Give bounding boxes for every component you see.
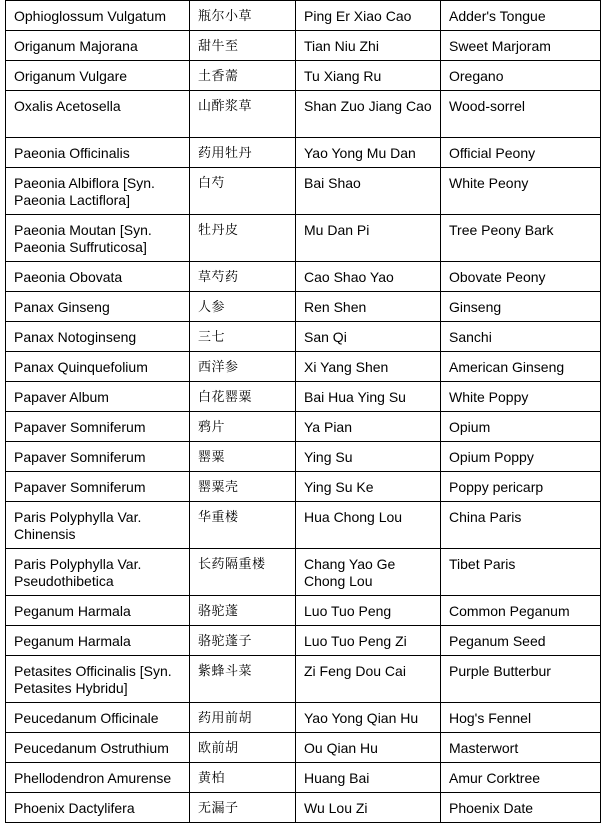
table-row xyxy=(6,262,601,292)
english-name-cell: Tree Peony Bark xyxy=(441,215,601,262)
latin-name-cell: Paeonia Obovata xyxy=(6,262,190,292)
pinyin-name-cell: Ying Su xyxy=(296,442,441,472)
table-row xyxy=(6,31,601,61)
latin-name-cell: Papaver Album xyxy=(6,382,190,412)
chinese-name-cell: 欧前胡 xyxy=(190,733,296,763)
table-row xyxy=(6,138,601,168)
chinese-name-cell: 骆驼蓬子 xyxy=(190,626,296,656)
table-row xyxy=(6,763,601,793)
chinese-name-cell: 长药隔重楼 xyxy=(190,549,296,596)
table-row xyxy=(6,626,601,656)
table-body xyxy=(6,1,601,823)
english-name-cell: Ginseng xyxy=(441,292,601,322)
pinyin-name-cell: Yao Yong Qian Hu xyxy=(296,703,441,733)
latin-name-cell: Origanum Vulgare xyxy=(6,61,190,91)
pinyin-name-cell: Chang Yao Ge Chong Lou xyxy=(296,549,441,596)
chinese-name-cell: 人参 xyxy=(190,292,296,322)
english-name-cell: Hog's Fennel xyxy=(441,703,601,733)
english-name-cell: Official Peony xyxy=(441,138,601,168)
pinyin-name-cell: Cao Shao Yao xyxy=(296,262,441,292)
chinese-name-cell: 鸦片 xyxy=(190,412,296,442)
english-name-cell: Poppy pericarp xyxy=(441,472,601,502)
latin-name-cell: Paris Polyphylla Var. Pseudothibetica xyxy=(6,549,190,596)
latin-name-cell: Panax Notoginseng xyxy=(6,322,190,352)
latin-name-cell: Papaver Somniferum xyxy=(6,442,190,472)
table-row xyxy=(6,472,601,502)
pinyin-name-cell: Hua Chong Lou xyxy=(296,502,441,549)
pinyin-name-cell: Bai Hua Ying Su xyxy=(296,382,441,412)
chinese-name-cell: 白花罂粟 xyxy=(190,382,296,412)
pinyin-name-cell: Ping Er Xiao Cao xyxy=(296,1,441,31)
english-name-cell: Sanchi xyxy=(441,322,601,352)
latin-name-cell: Peganum Harmala xyxy=(6,626,190,656)
chinese-name-cell: 无漏子 xyxy=(190,793,296,823)
chinese-name-cell: 华重楼 xyxy=(190,502,296,549)
pinyin-name-cell: San Qi xyxy=(296,322,441,352)
english-name-cell: Opium xyxy=(441,412,601,442)
table-row xyxy=(6,352,601,382)
english-name-cell: Peganum Seed xyxy=(441,626,601,656)
herb-name-table xyxy=(5,0,601,823)
english-name-cell: China Paris xyxy=(441,502,601,549)
pinyin-name-cell: Bai Shao xyxy=(296,168,441,215)
chinese-name-cell: 牡丹皮 xyxy=(190,215,296,262)
english-name-cell: Masterwort xyxy=(441,733,601,763)
english-name-cell: White Peony xyxy=(441,168,601,215)
chinese-name-cell: 瓶尔小草 xyxy=(190,1,296,31)
latin-name-cell: Papaver Somniferum xyxy=(6,412,190,442)
table-row xyxy=(6,292,601,322)
chinese-name-cell: 白芍 xyxy=(190,168,296,215)
latin-name-cell: Panax Ginseng xyxy=(6,292,190,322)
chinese-name-cell: 土香薷 xyxy=(190,61,296,91)
chinese-name-cell: 骆驼蓬 xyxy=(190,596,296,626)
latin-name-cell: Oxalis Acetosella xyxy=(6,91,190,138)
pinyin-name-cell: Tu Xiang Ru xyxy=(296,61,441,91)
english-name-cell: Opium Poppy xyxy=(441,442,601,472)
english-name-cell: Tibet Paris xyxy=(441,549,601,596)
latin-name-cell: Paeonia Officinalis xyxy=(6,138,190,168)
latin-name-cell: Paeonia Moutan [Syn. Paeonia Suffruticosa] xyxy=(6,215,190,262)
pinyin-name-cell: Wu Lou Zi xyxy=(296,793,441,823)
latin-name-cell: Origanum Majorana xyxy=(6,31,190,61)
table-row xyxy=(6,656,601,703)
latin-name-cell: Petasites Officinalis [Syn. Petasites Hybridu] xyxy=(6,656,190,703)
pinyin-name-cell: Shan Zuo Jiang Cao xyxy=(296,91,441,138)
table-row xyxy=(6,412,601,442)
english-name-cell: White Poppy xyxy=(441,382,601,412)
table-row xyxy=(6,502,601,549)
english-name-cell: Sweet Marjoram xyxy=(441,31,601,61)
chinese-name-cell: 紫蜂斗菜 xyxy=(190,656,296,703)
table-row xyxy=(6,1,601,31)
chinese-name-cell: 山酢浆草 xyxy=(190,91,296,138)
table-row xyxy=(6,61,601,91)
chinese-name-cell: 罂粟壳 xyxy=(190,472,296,502)
pinyin-name-cell: Ren Shen xyxy=(296,292,441,322)
pinyin-name-cell: Ying Su Ke xyxy=(296,472,441,502)
table-row xyxy=(6,382,601,412)
latin-name-cell: Phellodendron Amurense xyxy=(6,763,190,793)
latin-name-cell: Peganum Harmala xyxy=(6,596,190,626)
chinese-name-cell: 三七 xyxy=(190,322,296,352)
pinyin-name-cell: Luo Tuo Peng Zi xyxy=(296,626,441,656)
english-name-cell: Wood-sorrel xyxy=(441,91,601,138)
pinyin-name-cell: Huang Bai xyxy=(296,763,441,793)
table-row xyxy=(6,549,601,596)
latin-name-cell: Panax Quinquefolium xyxy=(6,352,190,382)
pinyin-name-cell: Luo Tuo Peng xyxy=(296,596,441,626)
table-row xyxy=(6,733,601,763)
english-name-cell: American Ginseng xyxy=(441,352,601,382)
chinese-name-cell: 黄柏 xyxy=(190,763,296,793)
chinese-name-cell: 药用前胡 xyxy=(190,703,296,733)
table-row xyxy=(6,442,601,472)
pinyin-name-cell: Tian Niu Zhi xyxy=(296,31,441,61)
chinese-name-cell: 西洋参 xyxy=(190,352,296,382)
latin-name-cell: Paris Polyphylla Var. Chinensis xyxy=(6,502,190,549)
latin-name-cell: Paeonia Albiflora [Syn. Paeonia Lactiflora] xyxy=(6,168,190,215)
chinese-name-cell: 药用牡丹 xyxy=(190,138,296,168)
english-name-cell: Adder's Tongue xyxy=(441,1,601,31)
pinyin-name-cell: Ou Qian Hu xyxy=(296,733,441,763)
english-name-cell: Common Peganum xyxy=(441,596,601,626)
table-row xyxy=(6,91,601,138)
latin-name-cell: Papaver Somniferum xyxy=(6,472,190,502)
pinyin-name-cell: Ya Pian xyxy=(296,412,441,442)
table-row xyxy=(6,322,601,352)
chinese-name-cell: 罂粟 xyxy=(190,442,296,472)
english-name-cell: Amur Corktree xyxy=(441,763,601,793)
english-name-cell: Oregano xyxy=(441,61,601,91)
pinyin-name-cell: Xi Yang Shen xyxy=(296,352,441,382)
english-name-cell: Obovate Peony xyxy=(441,262,601,292)
table-row xyxy=(6,793,601,823)
english-name-cell: Phoenix Date xyxy=(441,793,601,823)
latin-name-cell: Peucedanum Officinale xyxy=(6,703,190,733)
pinyin-name-cell: Yao Yong Mu Dan xyxy=(296,138,441,168)
latin-name-cell: Ophioglossum Vulgatum xyxy=(6,1,190,31)
table-row xyxy=(6,215,601,262)
table-row xyxy=(6,168,601,215)
pinyin-name-cell: Mu Dan Pi xyxy=(296,215,441,262)
latin-name-cell: Phoenix Dactylifera xyxy=(6,793,190,823)
table-row xyxy=(6,703,601,733)
latin-name-cell: Peucedanum Ostruthium xyxy=(6,733,190,763)
english-name-cell: Purple Butterbur xyxy=(441,656,601,703)
chinese-name-cell: 草芍药 xyxy=(190,262,296,292)
pinyin-name-cell: Zi Feng Dou Cai xyxy=(296,656,441,703)
chinese-name-cell: 甜牛至 xyxy=(190,31,296,61)
table-row xyxy=(6,596,601,626)
